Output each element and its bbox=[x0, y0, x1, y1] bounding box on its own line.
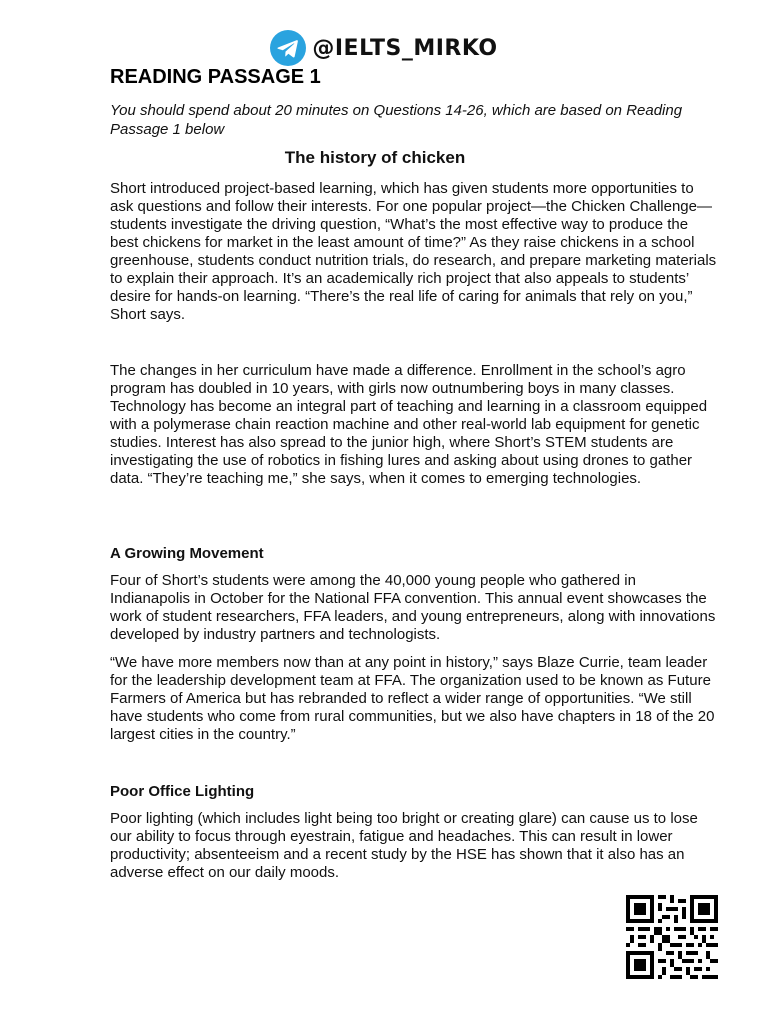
body-paragraph: Short introduced project-based learning, which has given students more opportunities to ask questions and follow their interests. For one popular project—the Chicken Challenge— students investigate the driving question, “What’s the most effective way to produce the best chickens for market in the least amount of time?” As they raise chickens in a school greenhouse, students conduct nutrition trials, do research, and prepare marketing materials to explain their approach. It’s an academically rich project that also appeals to students’ desire for hands-on learning. “There’s the real life of caring for animals that rely on you,” Short says. bbox=[110, 180, 717, 323]
brand-header[interactable] bbox=[0, 28, 768, 68]
section-heading: Poor Office Lighting bbox=[110, 783, 255, 800]
telegram-icon bbox=[270, 30, 306, 66]
qr-code-icon[interactable] bbox=[626, 895, 718, 979]
brand-handle[interactable]: @IELTS_MIRKO bbox=[312, 35, 498, 61]
passage-heading: READING PASSAGE 1 bbox=[110, 66, 321, 88]
body-paragraph: “We have more members now than at any point in history,” says Blaze Currie, team leader for the leadership development team at FFA. The organization used to be known as Future Farmers of America but has rebranded to reflect a wider range of opportunities. “We still have students who come from rural communities, but we also have chapters in 18 of the 20 largest cities in the country.” bbox=[110, 654, 715, 743]
body-paragraph: The changes in her curriculum have made a difference. Enrollment in the school’s agro program has doubled in 10 years, with girls now outnumbering boys in many classes. Technology has become an integral part of teaching and learning in a classroom equipped with a polymerase chain reaction machine and other real-world lab equipment for genetic studies. Interest has also spread to the junior high, where Short’s STEM students are investigating the use of robotics in fishing lures and asking about using drones to gather data. “They’re teaching me,” she says, when it comes to emerging technologies. bbox=[110, 362, 708, 487]
body-paragraph: Four of Short’s students were among the 40,000 young people who gathered in Indianapolis in October for the National FFA convention. This annual event showcases the work of student researchers, FFA leaders, and young entrepreneurs, along with innovations developed by industry partners and technologists. bbox=[110, 572, 716, 643]
body-paragraph: Poor lighting (which includes light being too bright or creating glare) can cause us to lose our ability to focus through eyestrain, fatigue and headaches. This can result in lower productivity; absenteeism and a recent study by the HSE has shown that it also has an adverse effect on our daily moods. bbox=[110, 810, 698, 881]
section-heading: A Growing Movement bbox=[110, 545, 264, 562]
instructions-text: You should spend about 20 minutes on Questions 14-26, which are based on Reading Passage 1 below bbox=[110, 102, 683, 138]
article-title: The history of chicken bbox=[284, 148, 466, 167]
